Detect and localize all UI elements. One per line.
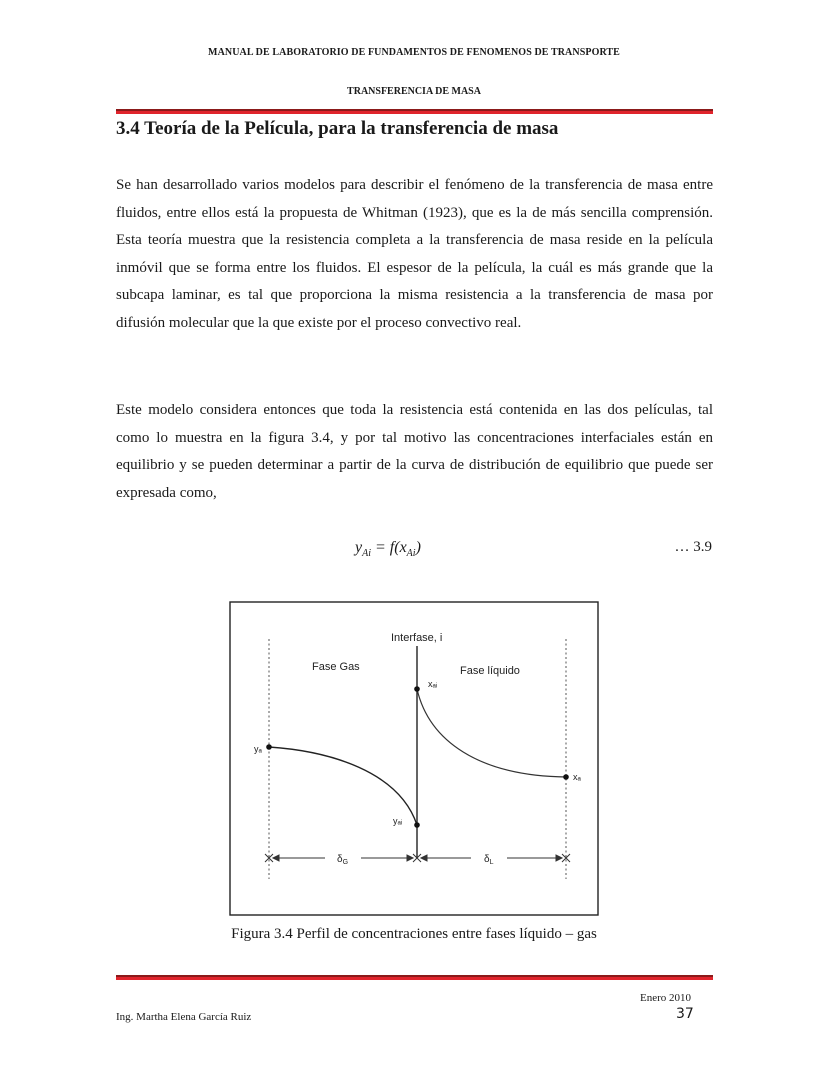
liquid-phase-label: Fase líquido: [460, 665, 520, 677]
footer-date: Enero 2010: [640, 992, 692, 1004]
film-theory-figure: [229, 601, 599, 916]
paragraph-1: Se han desarrollado varios modelos para describir el fenómeno de la transferencia de masa entre fluidos, entre ellos está la propuesta de Whitman (1923), que es la de más sencilla comprensión. Esta teoría muestra que la resistencia completa a la transferencia de masa reside en la película inmóvil que se forma entre los fluidos. El espesor de la película, la cuál es más grande que la subcapa laminar, es tal que proporciona la misma resistencia a la transferencia de masa por difusión molecular que la que existe por el proceso convectivo real.: [116, 177, 713, 331]
y-interface-label: yₐᵢ: [393, 816, 403, 826]
x-bulk-label: xₐ: [573, 772, 581, 782]
paragraph-2: Este modelo considera entonces que toda la resistencia está contenida en las dos películas, tal como lo muestra en la figura 3.4, y por tal motivo las concentraciones interfaciales están en equilibrio y se pueden determinar a partir de la curva de distribución de equilibrio que puede ser expresada como,: [116, 402, 713, 501]
gas-concentration-curve: [269, 747, 417, 825]
eq-mid: = f(x: [371, 539, 407, 556]
x-bulk-point: [563, 774, 569, 780]
section-heading: 3.4 Teoría de la Película, para la transferencia de masa: [116, 118, 559, 139]
y-bulk-point: [266, 744, 272, 750]
y-interface-point: [414, 822, 420, 828]
gas-phase-label: Fase Gas: [312, 661, 360, 673]
equation-number: … 3.9: [674, 539, 712, 555]
gas-film-thickness-label: $\delta_G$: [337, 854, 349, 866]
eq-lhs: y: [355, 539, 363, 556]
figure-frame: [230, 602, 598, 915]
running-header-manual: MANUAL DE LABORATORIO DE FUNDAMENTOS DE FENOMENOS DE TRANSPORTE: [208, 47, 620, 58]
liquid-concentration-curve: [417, 689, 566, 777]
interface-label: Interfase, i: [391, 632, 443, 644]
eq-lhs-sub: Ai: [362, 548, 371, 560]
running-header-section: TRANSFERENCIA DE MASA: [347, 86, 481, 97]
header-rule: [116, 109, 713, 114]
x-interface-point: [414, 686, 420, 692]
y-bulk-label: yₐ: [254, 744, 262, 754]
liquid-film-thickness-label: $\delta_L$: [484, 854, 494, 866]
eq-rhs-sub: Ai: [406, 548, 416, 560]
figure-caption: Figura 3.4 Perfil de concentraciones entre fases líquido – gas: [231, 926, 597, 942]
x-interface-label: xₐᵢ: [428, 679, 438, 689]
page-number: 37: [676, 1006, 694, 1022]
footer-author: Ing. Martha Elena García Ruiz: [116, 1011, 252, 1023]
eq-end: ): [415, 539, 421, 556]
equation-3-9: [355, 539, 421, 559]
footer-rule: [116, 975, 713, 980]
